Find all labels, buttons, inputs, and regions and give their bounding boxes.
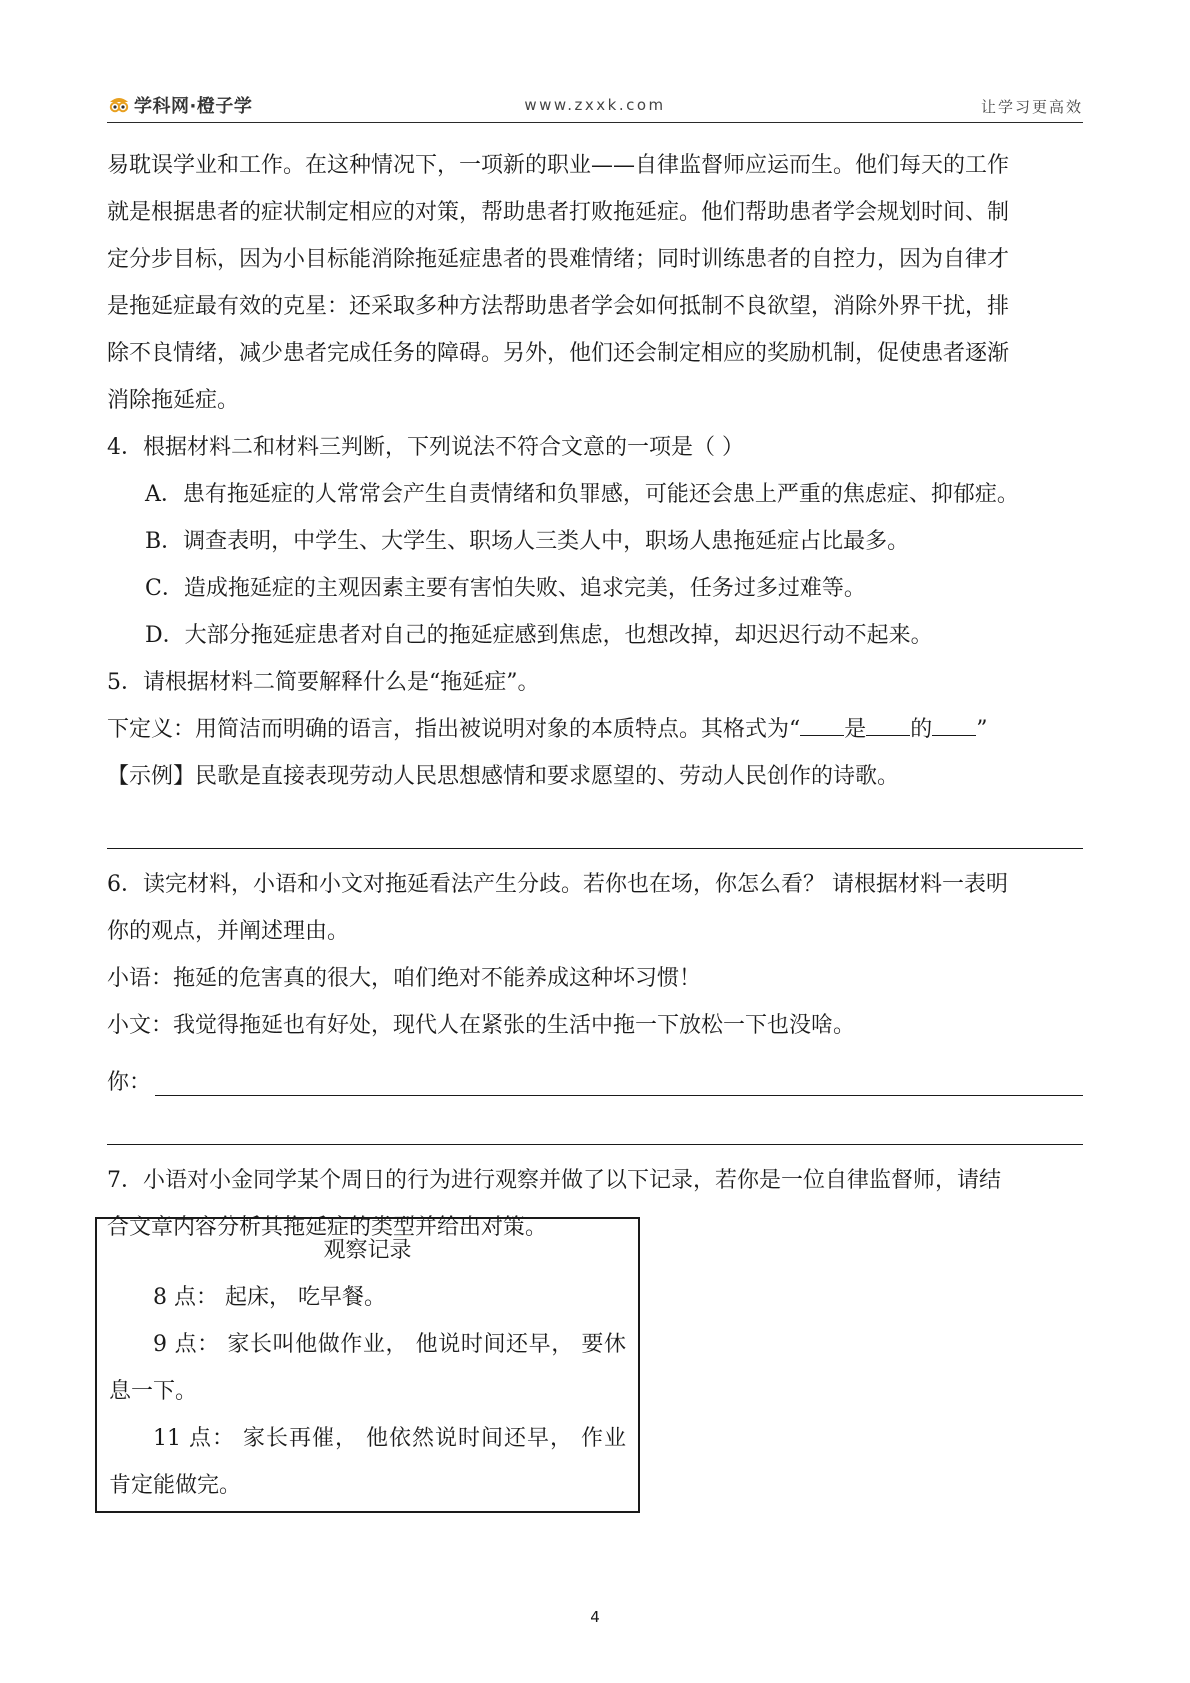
q4-option-b: B．调查表明，中学生、大学生、职场人三类人中，职场人患拖延症占比最多。 [145, 529, 910, 554]
def-of: 的 [910, 717, 933, 742]
q4-option-a: A．患有拖延症的人常常会产生自责情绪和负罪感，可能还会患上严重的焦虑症、抑郁症。 [145, 482, 1019, 507]
blank [932, 715, 976, 736]
passage-line: 定分步目标，因为小目标能消除拖延症患者的畏难情绪；同时训练患者的自控力，因为自律才 [107, 247, 1010, 272]
page-header [107, 86, 1083, 123]
observation-entry: 9 点： 家长叫他做作业， 他说时间还早， 要休息一下。 [109, 1332, 626, 1404]
question-4-stem: 4．根据材料二和材料三判断，下列说法不符合文意的一项是（ ） [107, 435, 744, 460]
observation-title: 观察记录 [323, 1238, 412, 1263]
passage-line: 消除拖延症。 [107, 388, 240, 413]
definition-example: 【示例】民歌是直接表现劳动人民思想感情和要求愿望的、劳动人民创作的诗歌。 [107, 764, 900, 789]
page-number: 4 [590, 1608, 600, 1626]
xiaoyu-view: 小语：拖延的危害真的很大，咱们绝对不能养成这种坏习惯！ [107, 966, 702, 991]
question-6-stem: 6．读完材料，小语和小文对拖延看法产生分歧。若你也在场，你怎么看？ 请根据材料一表明 [107, 872, 1008, 897]
definition-hint [107, 706, 1083, 753]
q6-answer-line-2[interactable] [107, 1096, 1083, 1145]
xiaowen-view: 小文：我觉得拖延也有好处，现代人在紧张的生活中拖一下放松一下也没啥。 [107, 1013, 856, 1038]
site-url[interactable]: www.zxxk.com [524, 96, 666, 114]
def-is: 是 [844, 717, 867, 742]
passage-line: 易耽误学业和工作。在这种情况下，一项新的职业——自律监督师应运而生。他们每天的工作 [107, 153, 1010, 178]
q4-option-c: C．造成拖延症的主观因素主要有害怕失败、追求完美，任务过多过难等。 [145, 576, 866, 601]
document-body [107, 142, 1083, 1251]
question-7-stem-cont: 合文章内容分析其拖延症的类型并给出对策。 [107, 1215, 548, 1240]
passage-line: 是拖延症最有效的克星：还采取多种方法帮助患者学会如何抵制不良欲望，消除外界干扰，排 [107, 294, 1010, 319]
q5-answer-line[interactable] [107, 800, 1083, 849]
observation-record-box [95, 1217, 640, 1513]
you-label: 你： [107, 1070, 152, 1095]
passage-line: 除不良情绪，减少患者完成任务的障碍。另外，他们还会制定相应的奖励机制，促使患者逐渐 [107, 341, 1010, 366]
q6-answer-line[interactable] [155, 1063, 1083, 1096]
question-6-stem-cont: 你的观点，并阐述理由。 [107, 919, 350, 944]
passage-line: 就是根据患者的症状制定相应的对策，帮助患者打败拖延症。他们帮助患者学会规划时间、制 [107, 200, 1010, 225]
blank [800, 715, 844, 736]
def-start: 下定义：用简洁而明确的语言，指出被说明对象的本质特点。其格式为“ [107, 717, 801, 742]
observation-entry: 11 点： 家长再催， 他依然说时间还早， 作业肯定能做完。 [109, 1426, 626, 1498]
blank [866, 715, 910, 736]
slogan: 让学习更高效 [980, 98, 1083, 116]
def-end: ” [976, 717, 988, 742]
logo-text: 学科网·橙子学 [134, 96, 253, 117]
q6-answer-row [107, 1049, 1083, 1096]
question-7-stem: 7．小语对小金同学某个周日的行为进行观察并做了以下记录，若你是一位自律监督师，请结 [107, 1168, 1002, 1193]
observation-entry: 8 点： 起床， 吃早餐。 [153, 1285, 386, 1310]
question-5-stem: 5．请根据材料二简要解释什么是“拖延症”。 [107, 670, 540, 695]
q4-option-d: D．大部分拖延症患者对自己的拖延症感到焦虑，也想改掉，却迟迟行动不起来。 [145, 623, 933, 648]
